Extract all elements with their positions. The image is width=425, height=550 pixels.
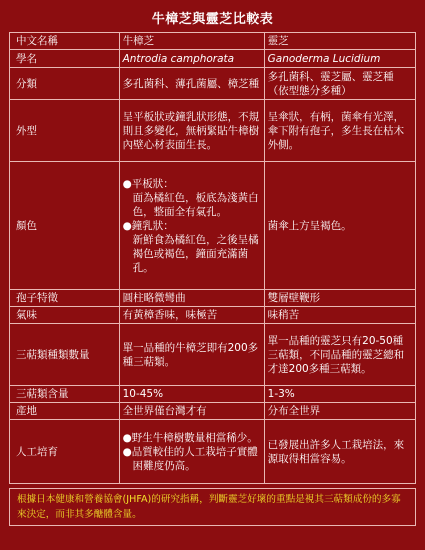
comparison-table	[9, 32, 416, 484]
antrodia-cell: Antrodia camphorata	[119, 50, 264, 68]
table-row	[10, 50, 416, 68]
row-label: 分類	[10, 68, 120, 100]
row-label: 人工培育	[10, 420, 120, 484]
antrodia-cell: 全世界僅台灣才有	[119, 403, 264, 420]
header-cell-antrodia: 牛樟芝	[119, 33, 264, 50]
header-cell-name: 中文名稱	[10, 33, 120, 50]
table-row	[10, 100, 416, 162]
ganoderma-cell: 分布全世界	[264, 403, 415, 420]
table-row	[10, 324, 416, 386]
antrodia-cell: 多孔菌科、薄孔菌屬、樟芝種	[119, 68, 264, 100]
row-label: 三萜類含量	[10, 386, 120, 403]
row-label: 三萜類種類數量	[10, 324, 120, 386]
header-cell-ganoderma: 靈芝	[264, 33, 415, 50]
ganoderma-cell: 已發展出許多人工栽培法，來源取得相當容易。	[264, 420, 415, 484]
bullet-item: ●野生牛樟樹數量相當稀少。	[122, 431, 258, 444]
ganoderma-cell: 1-3%	[264, 386, 415, 403]
table-row	[10, 68, 416, 100]
table-row	[10, 386, 416, 403]
antrodia-cell: 單一品種的牛樟芝即有200多種三萜類。	[119, 324, 264, 386]
antrodia-cell: 呈平板狀或鐘乳狀形態，不規則且多變化，無柄緊貼牛樟樹內壁心材表面生長。	[119, 100, 264, 162]
antrodia-cell: 圓柱略微彎曲	[119, 290, 264, 307]
table-row	[10, 290, 416, 307]
row-label: 孢子特徵	[10, 290, 120, 307]
antrodia-cell	[119, 420, 264, 484]
bullet-item: ●鐘乳狀：	[122, 219, 174, 232]
bullet-item: ●品質較佳的人工栽培子實體困難度仍高。	[122, 445, 258, 472]
bullet-text: 面為橘紅色，板底為淺黃白色，整面全有氣孔。	[132, 191, 259, 218]
table-row	[10, 307, 416, 324]
footnote: 根據日本健康和營養協會(JHFA)的研究指稱，判斷靈芝好壞的重點是視其三萜類成份的多寡來決定，而非其多醣體含量。	[9, 488, 416, 526]
bullet-text: 新鮮食為橘紅色，之後呈橘褐色或褐色，鐘面充滿菌孔。	[132, 233, 259, 274]
row-label: 外型	[10, 100, 120, 162]
row-label: 顏色	[10, 162, 120, 290]
table-row	[10, 403, 416, 420]
antrodia-cell: 10-45%	[119, 386, 264, 403]
ganoderma-cell: Ganoderma Lucidium	[264, 50, 415, 68]
ganoderma-cell: 多孔菌科、靈芝屬、靈芝種（依型態分多種）	[264, 68, 415, 100]
ganoderma-cell: 味稍苦	[264, 307, 415, 324]
table-row	[10, 162, 416, 290]
ganoderma-cell: 單一品種的靈芝只有20-50種三萜類，不同品種的靈芝總和才達200多種三萜類。	[264, 324, 415, 386]
ganoderma-cell: 呈傘狀，有柄，菌傘有光澤，傘下附有孢子，多生長在枯木外側。	[264, 100, 415, 162]
antrodia-cell: 有黃樟香味，味極苦	[119, 307, 264, 324]
table-row	[10, 420, 416, 484]
bullet-item: ●平板狀：	[122, 177, 174, 190]
antrodia-cell	[119, 162, 264, 290]
row-label: 產地	[10, 403, 120, 420]
table-header-row	[10, 33, 416, 50]
ganoderma-cell: 雙層壁鞭形	[264, 290, 415, 307]
page-title: 牛樟芝與靈芝比較表	[151, 12, 274, 27]
row-label: 學名	[10, 50, 120, 68]
row-label: 氣味	[10, 307, 120, 324]
ganoderma-cell: 菌傘上方呈褐色。	[264, 162, 415, 290]
